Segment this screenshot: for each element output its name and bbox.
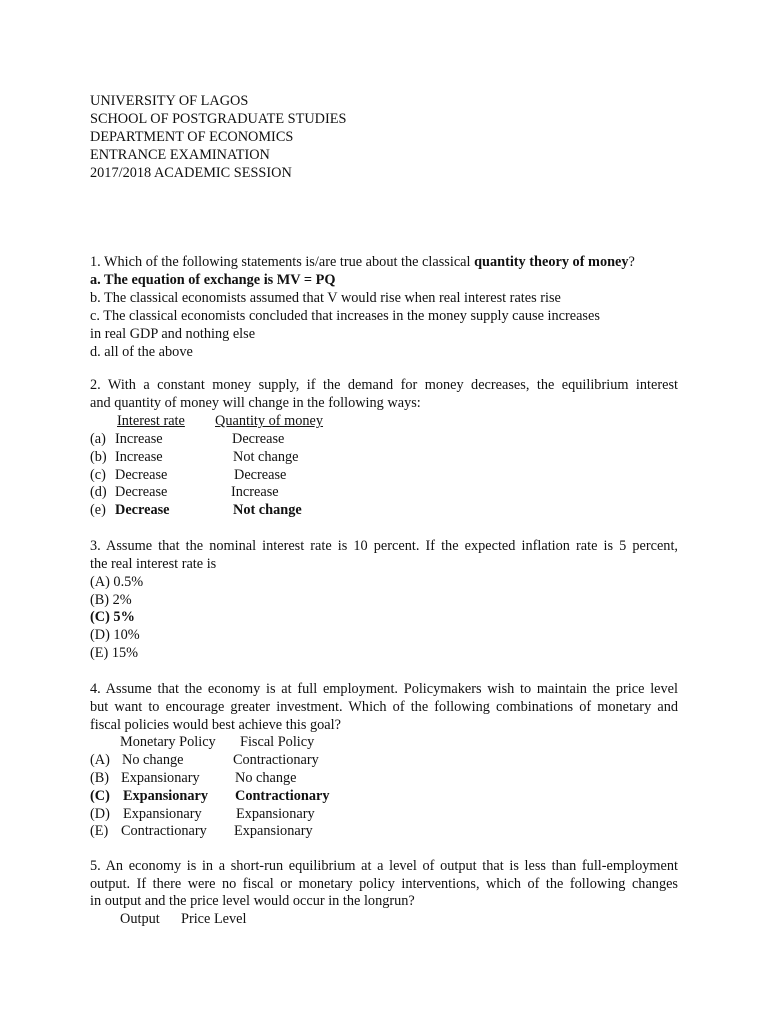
q4-stem-line2: but want to encourage greater investment. Which of the following combinations of monetary and [90,699,678,715]
q1-option-a: a. The equation of exchange is MV = PQ [90,272,336,288]
q2-stem-line2: and quantity of money will change in the following ways: [90,395,421,411]
q2-row-qty: Increase [231,484,279,500]
q1-stem [90,253,635,271]
q3-option-d: (D) 10% [90,627,140,643]
q2-row-label: (b) [90,449,107,465]
header-school: SCHOOL OF POSTGRADUATE STUDIES [90,111,347,127]
q4-col-monetary: Monetary Policy [120,734,216,750]
q4-row-label: (B) [90,770,110,786]
q2-row-label: (d) [90,484,107,500]
q4-col-fiscal: Fiscal Policy [240,734,315,750]
q4-row-label-answer: (C) [90,788,110,804]
q4-row-fiscal: Contractionary [233,752,319,768]
q2-row-rate: Increase [115,431,163,447]
q1-option-d: d. all of the above [90,344,193,360]
q2-row-rate: Decrease [115,484,168,500]
q4-row-fiscal-answer: Contractionary [235,788,330,804]
q4-row-fiscal: Expansionary [234,823,313,839]
q2-row-qty: Not change [233,449,299,465]
q4-row-monetary: Contractionary [121,823,207,839]
q4-stem-line1: 4. Assume that the economy is at full employment. Policymakers wish to maintain the price level [90,681,678,697]
q2-col-quantity: Quantity of money [215,413,324,429]
q4-row-fiscal: No change [235,770,297,786]
q2-row-label: (a) [90,431,106,447]
q1-stem-end: ? [628,254,635,270]
q4-stem-line3: fiscal policies would best achieve this goal? [90,717,341,733]
q2-row-label: (e) [90,502,106,518]
q1-option-c-cont: in real GDP and nothing else [90,326,256,342]
q5-stem-line2: output. If there were no fiscal or monetary policy interventions, which of the following changes [90,876,678,892]
q3-option-b: (B) 2% [90,592,132,608]
q4-row-label: (A) [90,752,110,768]
q2-row-qty: Decrease [234,467,287,483]
header-university: UNIVERSITY OF LAGOS [90,93,249,109]
q3-option-a: (A) 0.5% [90,574,144,590]
q5-stem-line1: 5. An economy is in a short-run equilibrium at a level of output that is less than full-employment [90,858,678,874]
header-department: DEPARTMENT OF ECONOMICS [90,129,294,145]
q2-row-rate: Increase [115,449,163,465]
q1-option-b: b. The classical economists assumed that V would rise when real interest rates rise [90,290,561,306]
q4-row-monetary: Expansionary [121,770,200,786]
q2-row-rate: Decrease [115,467,168,483]
q3-stem-line2: the real interest rate is [90,556,217,572]
q5-col-price-level: Price Level [181,911,247,927]
q4-row-label: (D) [90,806,110,822]
q1-option-c: c. The classical economists concluded that increases in the money supply cause increases [90,308,600,324]
q2-row-rate-answer: Decrease [115,502,170,518]
q2-row-qty: Decrease [232,431,285,447]
q4-row-monetary-answer: Expansionary [123,788,209,804]
q5-col-output: Output [120,911,160,927]
q4-row-monetary: No change [122,752,184,768]
q5-stem-line3: in output and the price level would occur in the longrun? [90,893,415,909]
q4-row-fiscal: Expansionary [236,806,315,822]
q1-stem-text: 1. Which of the following statements is/are true about the classical [90,254,475,270]
q3-stem-line1: 3. Assume that the nominal interest rate is 10 percent. If the expected inflation rate is 5 percent, [90,538,678,554]
q3-option-e: (E) 15% [90,645,139,661]
q3-option-c-answer: (C) 5% [90,609,135,625]
q2-stem-line1: 2. With a constant money supply, if the demand for money decreases, the equilibrium interest [90,377,678,393]
q2-row-label: (c) [90,467,106,483]
q4-row-label: (E) [90,823,109,839]
q1-stem-bold: quantity theory of money [474,254,629,270]
q2-row-qty-answer: Not change [233,502,302,518]
header-session: 2017/2018 ACADEMIC SESSION [90,165,292,181]
q2-col-interest-rate: Interest rate [117,413,185,429]
header-exam: ENTRANCE EXAMINATION [90,147,270,163]
q4-row-monetary: Expansionary [123,806,202,822]
